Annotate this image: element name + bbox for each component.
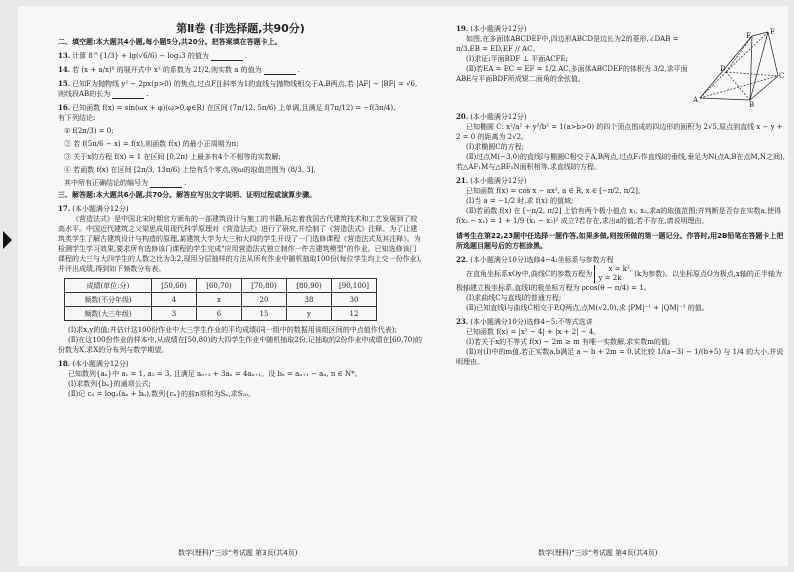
question-21-part: (Ⅰ)当 a = −1/2 时,求 f(x) 的值域; [466, 197, 574, 205]
figure-label: A [693, 96, 699, 104]
table-cell: x [197, 293, 242, 307]
figure-label: B [749, 101, 755, 108]
elective-notice: 请考生在第22,23题中任选择一题作答,如果多做,则按所做的第一题记分。作答时,用2B铅笔在答题卡上把所选题目题号后的方框涂黑。 [456, 232, 784, 250]
question-20-part: (Ⅱ)过点M(−3,0)的直线l与椭圆C相交于A,B两点,过点F₁作直线l的垂线,垂足为N(点A,B在点M,N之间),若△AF₁M与△BF₁N面积相等,求直线l的方程。 [456, 153, 785, 171]
question-20-text: 已知椭圆 C: x²/a² + y²/b² = 1(a>b>0) 的四个顶点围成的四边形的面积为 2√5,原点到直线 x − y + 2 = 0 的距离为 2√2。 [456, 123, 783, 141]
question-21-text: 已知函数 f(x) = cos x − ax², a ∈ R, x ∈ [−π/2, π/2]。 [466, 187, 645, 195]
question-16: 16. 已知函数 f(x) = sin(ωx + φ)(ω>0,φ∈R) 在区间 (7π/12, 5π/6) 上单调,且满足 f(7π/12) = −f(3π/4), 有下列结论: ① f(2π/3) = 0; ② 若 f(5π/6 − x) = f(x),则函数 f(x) 的最小正周期为π; ③ 关于x的方程 f(x) = 1 在区间 [0,2π) 上最多有4个不相等的实数解; ④ 若函数 f(x) 在区间 [2π/3, 13π/6) 上恰有5个零点,则ω的取值范围为 (8/3, 3]. 其中所有正确结论的编号为 . [58, 103, 423, 188]
question-13: 13. 计算 8^{1/3} + lg(√6/6) − log₂3 的值为 . [58, 51, 248, 60]
frequency-table [64, 278, 377, 321]
question-16-lead: 有下列结论: [58, 114, 96, 122]
question-19-text: 如图,在多面体ABCDEF中,四边形ABCD是边长为2的菱形,∠DAB = π/3,EB = ED,EF // AC。 [456, 35, 679, 53]
table-header-row [65, 279, 377, 293]
page-footer: 数学(理科)"三诊"考试题 第4页(共4页) [538, 549, 658, 557]
table-cell: 频数(不分年级) [65, 293, 152, 307]
question-23: 23. (本小题满分10分)选修4−5:不等式选讲 已知函数 f(x) = |x² − 4| + |x + 2| − 4。 (Ⅰ)若关于x的不等式 f(x) − 2m ≥ m 有唯一实数解,求实数m的值; (Ⅱ)对(Ⅰ)中的m值,若正实数a,b满足 a − b + 2m = 0,试比较 1/(a−3) − 1/(b+5) 与 1/4 的大小,并说明理由。 [456, 317, 786, 367]
question-15: 15. 已知F为抛物线 y² − 2px(p>0) 的焦点,过点F且斜率为1的直线与抛物线相交于A,B两点,若 |AF| − |BF| = √6,则线段AB的长为 . [58, 79, 418, 98]
table-cell: 12 [332, 307, 377, 321]
table-cell: 15 [242, 307, 287, 321]
question-20-part: (Ⅰ)求椭圆C的方程; [466, 143, 524, 151]
question-23-part: (Ⅰ)若关于x的不等式 f(x) − 2m ≥ m 有唯一实数解,求实数m的值; [466, 338, 671, 346]
exam-sheet [18, 6, 788, 566]
table-cell: 频数(大三年级) [65, 307, 152, 321]
answer-blank [264, 67, 296, 75]
question-14: 14. 若 (x + a/x)⁶ 的展开式中 x² 的系数为 21/2,则实数 a 的值为 . [58, 65, 300, 74]
question-17-part: (Ⅰ)求x,y的值;并估计这100份作业中大三学生作业的平均成绩(同一组中的数据用该组区间的中点值作代表); [68, 326, 397, 334]
table-cell: y [287, 307, 332, 321]
figure-label: E [746, 32, 752, 40]
figure-label: C [779, 72, 784, 80]
question-17: 17. (本小题满分12分) 《营造法式》是中国北宋时期官方颁布的一部建筑设计与施工的书籍,标志着我国古代建筑技术和工艺发展到了较高水平。中国近代建筑之父梁思成用现代科学原理对《营造法式》进行了研究,并绘制了《营造法式》注释。为了让建筑类学生了解古建筑设计与构造的原理,某建筑大学为大三和大四的学生开设了一门选修课程《营造法式及其注释》。为检测学生学习效果,要求所有选修该门课程的学生完成"应用营造法式独立制作一件古建筑模型"的作业。已知选修该门课程的大三与大四学生的人数之比为3:2,现用分层抽样的方法从所有作业中随机抽取100份(每位学生均上交一份作业),并评出成绩,得到如下频数分布表。 成绩(单位:分) [50,60) [60,70) [70,80) [80,90) [90,100] 频数(不分年级) 4 x 20 38 30 频数(大三年级) 3 6 15 y 12 (Ⅰ)求x,y的值;并估计这100份作业中大三学生作业的平均成绩(同一组中的数据用该组区间的中点值作代表); (Ⅱ)在这100份作业的样本中,从成绩在[50,80)的大四学生作业中随机抽取2份,记抽取的2份作业中成绩在[60,70)的份数为X,求X的分布列与数学期望。 [58, 204, 422, 354]
parametric-system: x = k², y = 2k [594, 265, 632, 283]
question-23-text: 已知函数 f(x) = |x² − 4| + |x + 2| − 4。 [466, 328, 601, 336]
question-16-option: ① f(2π/3) = 0; [64, 127, 114, 135]
table-header-cell: [90,100] [332, 279, 377, 293]
question-22-text: 在直角坐标系xOy中,曲线C的参数方程为 x = k², y = 2k (k为参数)。以坐标原点O为极点,x轴的正半轴为极轴建立极坐标系,直线l的极坐标方程为 ρcos(θ − π/4) = 1。 [456, 265, 782, 292]
page-3 [58, 24, 423, 399]
table-header-cell: [60,70) [197, 279, 242, 293]
table-header-cell: [70,80) [242, 279, 287, 293]
part-title: 第Ⅱ卷 (非选择题,共90分) [176, 22, 305, 35]
question-17-paragraph: 《营造法式》是中国北宋时期官方颁布的一部建筑设计与施工的书籍,标志着我国古代建筑技术和工艺发展到了较高水平。中国近代建筑之父梁思成用现代科学原理对《营造法式》进行了研究,并绘制了《营造法式》注释。为了让建筑类学生了解古建筑设计与构造的原理,某建筑大学为大三和大四的学生开设了一门选修课程《营造法式及其注释》。为检测学生学习效果,要求所有选修该门课程的学生完成"应用营造法式独立制作一件古建筑模型"的作业。已知选修该门课程的大三与大四学生的人数之比为3:2,现用分层抽样的方法从所有作业中随机抽取100份(每位学生均上交一份作业),并评出成绩,得到如下频数分布表。 [58, 215, 422, 273]
table-cell: 38 [287, 293, 332, 307]
question-23-part: (Ⅱ)对(Ⅰ)中的m值,若正实数a,b满足 a − b + 2m = 0,试比较 1/(a−3) − 1/(b+5) 与 1/4 的大小,并说明理由。 [456, 348, 784, 366]
question-22-part: (Ⅰ)求曲线C与直线l的普通方程; [466, 294, 562, 302]
question-18-part: (Ⅱ)记 cₙ = log₃(aₙ + bₙ),数列{cₙ}的前n项和为Sₙ,求S₂₀。 [68, 390, 255, 398]
table-header-cell: 成绩(单位:分) [65, 279, 152, 293]
question-18: 18. (本小题满分12分) 已知数列{aₙ}中 a₁ = 1, a₂ = 3, 且满足 aₙ₊₂ + 3aₙ = 4aₙ₊₁。设 bₙ = aₙ₊₁ − aₙ, n ∈ N*。 (Ⅰ)求数列{bₙ}的通项公式; (Ⅱ)记 cₙ = log₃(aₙ + bₙ),数列{cₙ}的前n项和为Sₙ,求S₂₀。 [58, 359, 423, 399]
question-22: 22. (本小题满分10分)选修4−4:坐标系与参数方程 在直角坐标系xOy中,曲线C的参数方程为 x = k², y = 2k (k为参数)。以坐标原点O为极点,x轴的正半轴为极轴建立极坐标系,直线l的极坐标方程为 ρcos(θ − π/4) = 1。 (Ⅰ)求曲线C与直线l的普通方程; (Ⅱ)已知直线l与曲线C相交于P,Q两点,点M(√2,0),求 |PM|⁻¹ + |QM|⁻¹ 的值。 [456, 255, 786, 313]
table-cell: 30 [332, 293, 377, 307]
answer-blank [150, 180, 182, 188]
section-2-heading: 二、填空题:本大题共4小题,每小题5分,共20分。把答案填在答题卡上。 [58, 38, 282, 46]
question-18-text: 已知数列{aₙ}中 a₁ = 1, a₂ = 3, 且满足 aₙ₊₂ + 3aₙ = 4aₙ₊₁。设 bₙ = aₙ₊₁ − aₙ, n ∈ N*。 [68, 370, 362, 378]
section-3-heading: 三、解答题:本大题共6小题,共70分。解答应写出文字说明、证明过程或演算步骤。 [58, 191, 317, 199]
page-edge-arrow-icon [3, 231, 12, 249]
question-16-tail: 其中所有正确结论的编号为 . [64, 179, 187, 187]
question-19: 19. (本小题满分12分) 如图,在多面体ABCDEF中,四边形ABCD是边长为2的菱形,∠DAB = π/3,EB = ED,EF // AC。 (Ⅰ)求证:平面BDF ⊥ 平面ACFE; (Ⅱ)若EA = EC = EF = 1/2 AC,多面体ABCDEF的体积为 3/2,求平面ABE与平面BDF所成锐二面角的余弦值。 E F D C A B [456, 24, 784, 108]
question-16-option: ② 若 f(5π/6 − x) = f(x),则函数 f(x) 的最小正周期为π; [64, 140, 239, 148]
question-22-part: (Ⅱ)已知直线l与曲线C相交于P,Q两点,点M(√2,0),求 |PM|⁻¹ + |QM|⁻¹ 的值。 [466, 304, 709, 312]
table-cell: 6 [197, 307, 242, 321]
question-20: 20. (本小题满分12分) 已知椭圆 C: x²/a² + y²/b² = 1(a>b>0) 的四个顶点围成的四边形的面积为 2√5,原点到直线 x − y + 2 = 0 的距离为 2√2。 (Ⅰ)求椭圆C的方程; (Ⅱ)过点M(−3,0)的直线l与椭圆C相交于A,B两点,过点F₁作直线l的垂线,垂足为N(点A,B在点M,N之间),若△AF₁M与△BF₁N面积相等,求直线l的方程。 [456, 112, 785, 171]
page-4 [456, 24, 786, 367]
table-cell: 20 [242, 293, 287, 307]
table-cell: 4 [152, 293, 197, 307]
table-header-cell: [50,60) [152, 279, 197, 293]
page-footer: 数学(理科)"三诊"考试题 第3页(共4页) [178, 549, 298, 557]
question-19-part: (Ⅰ)求证:平面BDF ⊥ 平面ACFE; [466, 55, 568, 63]
table-row [65, 307, 377, 321]
table-row [65, 293, 377, 307]
question-16-option: ④ 若函数 f(x) 在区间 [2π/3, 13π/6) 上恰有5个零点,则ω的取值范围为 (8/3, 3]. [64, 166, 316, 174]
figure-label: F [770, 28, 775, 36]
question-16-option: ③ 关于x的方程 f(x) = 1 在区间 [0,2π) 上最多有4个不相等的实数解; [64, 153, 281, 161]
table-header-cell: [80,90) [287, 279, 332, 293]
answer-blank [112, 91, 144, 99]
question-17-part: (Ⅱ)在这100份作业的样本中,从成绩在[50,80)的大四学生作业中随机抽取2份,记抽取的2份作业中成绩在[60,70)的份数为X,求X的分布列与数学期望。 [58, 336, 422, 354]
table-cell: 3 [152, 307, 197, 321]
question-18-part: (Ⅰ)求数列{bₙ}的通项公式; [68, 380, 152, 388]
polyhedron-figure [692, 26, 784, 108]
question-19-part: (Ⅱ)若EA = EC = EF = 1/2 AC,多面体ABCDEF的体积为 3/2,求平面ABE与平面BDF所成锐二面角的余弦值。 [456, 65, 688, 83]
answer-blank [211, 53, 243, 61]
question-21-part: (Ⅱ)若函数 f(x) 在 [−π/2, π/2] 上恰有两个极小值点 x₁, x₂,求a的取值范围;并判断是否存在实数a,使得 f(x₂ − x₁) = 1 + 1/9 (x₁ − x₂)² 成立?若存在,求出a的值;若不存在,请说明理由。 [456, 207, 782, 225]
figure-label: D [720, 65, 726, 73]
question-21: 21. (本小题满分12分) 已知函数 f(x) = cos x − ax², a ∈ R, x ∈ [−π/2, π/2]。 (Ⅰ)当 a = −1/2 时,求 f(x) 的值域; (Ⅱ)若函数 f(x) 在 [−π/2, π/2] 上恰有两个极小值点 x₁, x₂,求a的取值范围;并判断是否存在实数a,使得 f(x₂ − x₁) = 1 + 1/9 (x₁ − x₂)² 成立?若存在,求出a的值;若不存在,请说明理由。 [456, 176, 786, 226]
